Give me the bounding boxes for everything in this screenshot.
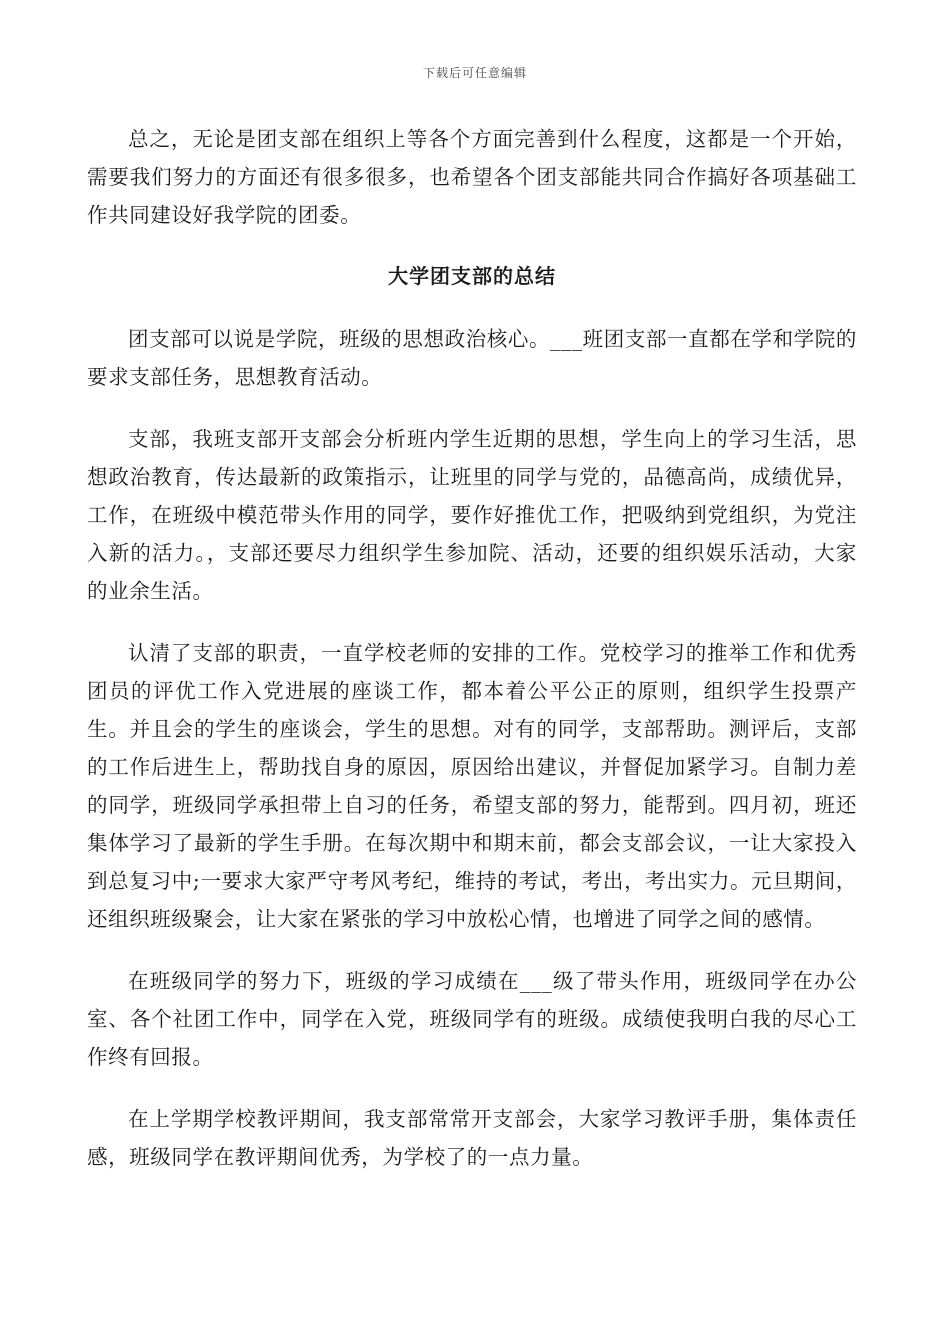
body-paragraph-2: 支部，我班支部开支部会分析班内学生近期的思想，学生向上的学习生活，思想政治教育，传达最新的政策指示，让班里的同学与党的，品德高尚，成绩优异，工作，在班级中模范带头作用的同学，要作好推优工作，把吸纳到党组织，为党注入新的活力。，支部还要尽力组织学生参加院、活动，还要的组织娱乐活动，大家的业余生活。	[87, 427, 857, 603]
intro-paragraph: 总之，无论是团支部在组织上等各个方面完善到什么程度，这都是一个开始，需要我们努力的方面还有很多很多，也希望各个团支部能共同合作搞好各项基础工作共同建设好我学院的团委。	[87, 127, 857, 227]
document-title: 大学团支部的总结	[388, 264, 556, 288]
body-paragraph-1: 团支部可以说是学院，班级的思想政治核心。___班团支部一直都在学和学院的要求支部任务，思想教育活动。	[87, 327, 857, 389]
body-paragraph-3: 认清了支部的职责，一直学校老师的安排的工作。党校学习的推举工作和优秀团员的评优工作入党进展的座谈工作，都本着公平公正的原则，组织学生投票产生。并且会的学生的座谈会，学生的思想。对有的同学，支部帮助。测评后，支部的工作后进生上，帮助找自身的原因，原因给出建议，并督促加紧学习。自制力差的同学，班级同学承担带上自习的任务，希望支部的努力，能帮到。四月初，班还集体学习了最新的学生手册。在每次期中和期末前，都会支部会议，一让大家投入到总复习中;一要求大家严守考风考纪，维持的考试，考出，考出实力。元旦期间，还组织班级聚会，让大家在紧张的学习中放松心情，也增进了同学之间的感情。	[87, 641, 857, 931]
header-note: 下载后可任意编辑	[422, 66, 527, 80]
document-body	[87, 120, 857, 1200]
body-paragraph-4: 在班级同学的努力下，班级的学习成绩在___级了带头作用，班级同学在办公室、各个社团工作中，同学在入党，班级同学有的班级。成绩使我明白我的尽心工作终有回报。	[87, 969, 857, 1069]
body-paragraph-5: 在上学期学校教评期间，我支部常常开支部会，大家学习教评手册，集体责任感，班级同学在教评期间优秀，为学校了的一点力量。	[87, 1107, 857, 1169]
